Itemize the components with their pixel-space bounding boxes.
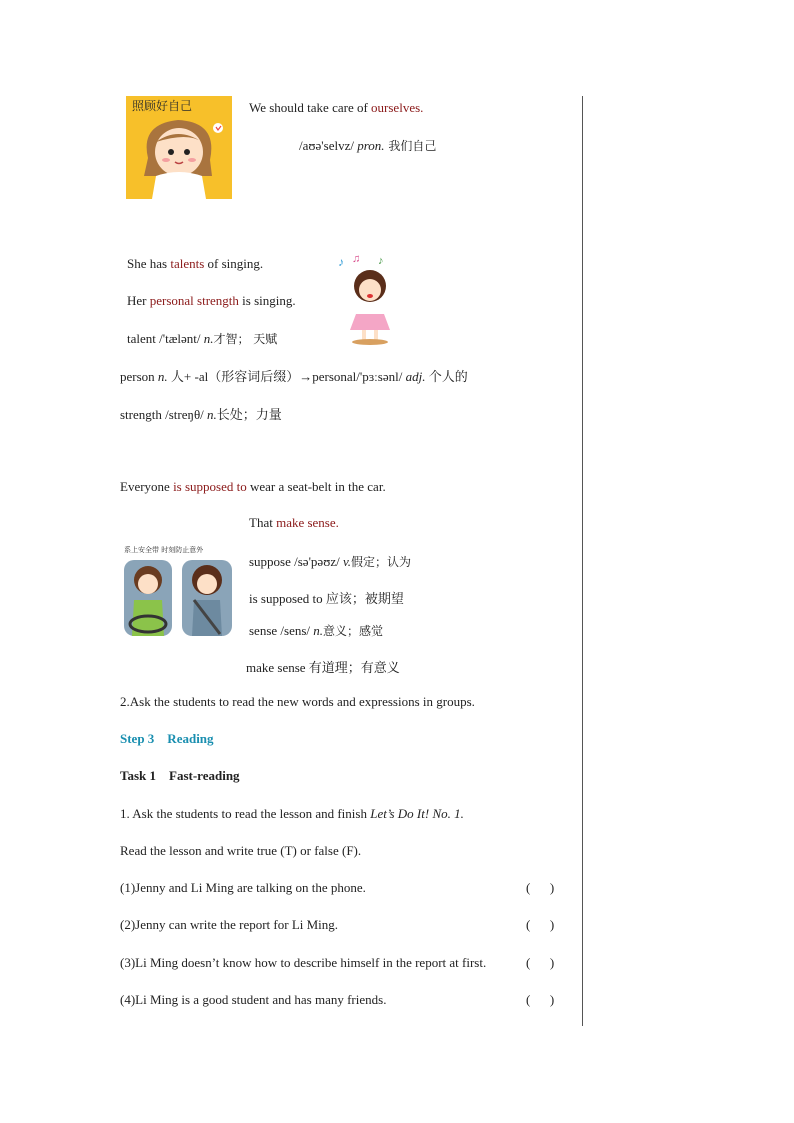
- part-of-speech: n.: [313, 623, 324, 638]
- part-of-speech: n.: [207, 407, 217, 422]
- meaning: 才智； 天赋: [213, 332, 278, 346]
- vertical-margin-rule: [582, 96, 583, 1026]
- meaning: 我们自己: [384, 139, 437, 153]
- svg-text:♫: ♫: [352, 253, 361, 265]
- word-phonetic: suppose /sə'pəʊz/: [249, 554, 343, 569]
- highlight-word: personal strength: [149, 293, 239, 308]
- supposed-to-sentence: [120, 479, 386, 495]
- sentence-text: Her: [127, 293, 150, 308]
- part-of-speech: adj.: [405, 369, 426, 384]
- highlight-word: talents: [170, 256, 205, 271]
- strength-definition: [120, 404, 282, 423]
- talents-sentence: [127, 256, 263, 272]
- part-of-speech: v.: [342, 554, 352, 569]
- make-sense-definition: make sense 有道理；有意义: [246, 660, 400, 675]
- suppose-definition: [249, 553, 411, 570]
- highlight-word: make sense.: [276, 515, 339, 530]
- answer-blank-2[interactable]: ( ): [526, 917, 555, 932]
- make-sense-sentence: [249, 515, 339, 531]
- supposed-to-definition: is supposed to 应该；被期望: [249, 591, 404, 606]
- word-phonetic: talent /'tælənt/: [127, 331, 204, 346]
- highlight-word: is supposed to: [173, 479, 247, 494]
- word: person: [120, 369, 158, 384]
- part-of-speech: n.: [157, 369, 168, 384]
- sense-definition: [249, 622, 383, 639]
- singing-girl-picture: [336, 252, 402, 346]
- word-phonetic: sense /sens/: [249, 623, 314, 638]
- group-reading-instruction: 2.Ask the students to read the new words and expressions in groups.: [120, 694, 475, 709]
- phonetic: /aʊə'selvz/: [299, 138, 358, 153]
- question-3: (3)Li Ming doesn’t know how to describe himself in the report at first.: [120, 955, 487, 970]
- question-4: (4)Li Ming is a good student and has many friends.: [120, 992, 387, 1007]
- svg-text:♪: ♪: [378, 255, 384, 267]
- part-of-speech: n.: [203, 331, 214, 346]
- question-1: (1)Jenny and Li Ming are talking on the phone.: [120, 880, 366, 895]
- answer-blank-3[interactable]: ( ): [526, 955, 555, 970]
- part-of-speech: pron.: [357, 138, 385, 153]
- word-phonetic: strength /streŋθ/: [120, 407, 208, 422]
- ourselves-definition: [299, 137, 436, 154]
- sentence-text: That: [249, 515, 277, 530]
- take-care-of-yourself-picture: [126, 96, 232, 199]
- meaning: 个人的: [425, 369, 468, 384]
- answer-blank-1[interactable]: ( ): [526, 880, 555, 895]
- personal-definition: [120, 366, 468, 385]
- exercise-reference: Let’s Do It! No. 1.: [370, 806, 464, 821]
- seat-belt-picture: [120, 542, 238, 638]
- sentence-text: is singing.: [238, 293, 296, 308]
- meaning: 长处；力量: [216, 407, 282, 422]
- task-1-heading: Task 1 Fast-reading: [120, 768, 240, 783]
- instruction-text: 1. Ask the students to read the lesson and finish: [120, 806, 371, 821]
- sentence-text: She has: [127, 256, 171, 271]
- sentence-text: of singing.: [204, 256, 264, 271]
- derivation: 人+ -al（形容词后缀）→personal/'pɜːsənl/: [167, 369, 406, 384]
- picture-caption: 照顾好自己: [132, 99, 193, 113]
- step-3-heading: Step 3 Reading: [120, 731, 214, 746]
- sentence-text: We should take care of: [249, 100, 372, 115]
- personal-strength-sentence: [127, 293, 296, 309]
- ourselves-sentence: [249, 100, 423, 116]
- question-2: (2)Jenny can write the report for Li Ming.: [120, 917, 339, 932]
- true-false-instruction: Read the lesson and write true (T) or false (F).: [120, 843, 362, 858]
- sentence-text: wear a seat-belt in the car.: [246, 479, 386, 494]
- svg-text:♪: ♪: [338, 255, 344, 269]
- meaning: 假定；认为: [351, 555, 412, 569]
- meaning: 意义；感觉: [323, 624, 384, 638]
- sentence-text: Everyone: [120, 479, 174, 494]
- talent-definition: [127, 330, 277, 347]
- highlight-word: ourselves.: [371, 100, 424, 115]
- picture-caption: 系上安全带 时刻防止意外: [124, 546, 204, 554]
- answer-blank-4[interactable]: ( ): [526, 992, 555, 1007]
- read-lesson-instruction: [120, 806, 464, 822]
